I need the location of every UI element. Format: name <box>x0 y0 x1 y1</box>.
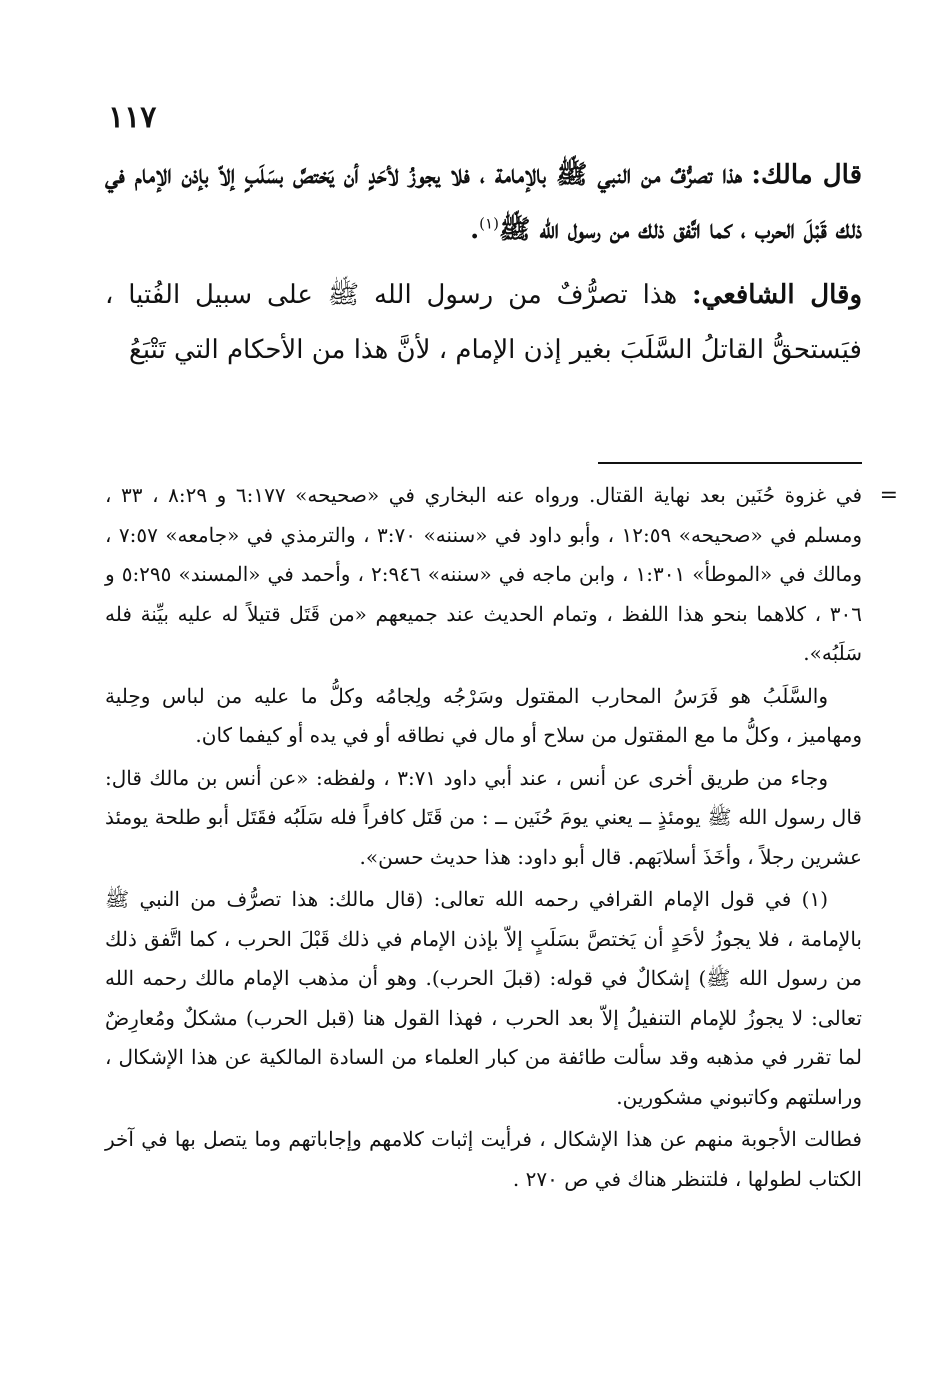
continuation-mark: = <box>879 483 898 508</box>
anas-narration: وجاء من طريق أخرى عن أنس ، عند أبي داود ٣:٧١ ، ولفظه: «عن أنس بن مالك قال: قال رسول الله ﷺ يومئذٍ ــ يعني يومَ حُنَين ــ : من قَتَل كافراً فله سَلَبُه فقَتَل أبو طلحة يومئذ عشرين رجلاً ، وأخَذَ أسلابَهم. قال أبو داود: هذا حديث حسن». <box>105 765 862 869</box>
continuation-text: في غزوة حُنَين بعد نهاية القتال. ورواه عنه البخاري في «صحيحه» ٦:١٧٧ و ٨:٢٩ ، ٣٣ ، ومسلم في «صحيحه» ١٢:٥٩ ، وأبو داود في «سننه» ٣:٧٠ ، والترمذي في «جامعه» ٧:٥٧ ، ومالك في «الموطأ» ١:٣٠١ ، وابن ماجه في «سننه» ٢:٩٤٦ ، وأحمد في «المسند» ٥:٢٩٥ و ٣٠٦ ، كلاهما بنحو هذا اللفظ ، وتمام الحديث عند جميعهم «من قَتَل قتيلاً له عليه بيِّنة فله سَلَبُه». <box>105 483 863 665</box>
main-paragraph-shafii <box>105 268 862 378</box>
main-text <box>105 148 862 378</box>
footnote-ref-1: (١) <box>479 214 499 233</box>
malik-text: هذا تصرُّفٌ من النبي ﷺ بالإمامة ، فلا يجوزُ لأحَدٍ أن يَختصَّ بسَلَبٍ إلاّ بإذن الإمام في ذلك قَبْلَ الحرب ، كما اتَّفق ذلك من رسول الله ﷺ <box>105 160 862 245</box>
malik-end: . <box>470 215 480 245</box>
main-paragraph-malik <box>105 148 862 258</box>
footnote-continuation <box>105 476 898 674</box>
shafii-text: هذا تصرُّفٌ من رسول الله ﷺ على سبيل الفُتيا ، فيَستحقُّ القاتلُ السَّلَبَ بغير إذن الإمام ، لأنَّ هذا من الأحكام التي تَتْبَعُ <box>105 280 862 365</box>
footnote-1-answers: فطالت الأجوبة منهم عن هذا الإشكال ، فرأيت إثبات كلامهم وإجاباتهم وما يتصل بها في آخر الكتاب لطولها ، فلتنظر هناك في ص ٢٧٠ . <box>105 1127 862 1191</box>
malik-lead: قال مالك: <box>751 160 863 190</box>
salab-definition: والسَّلَبُ هو فَرَسُ المحارب المقتول وسَرْجُه ولِجامُه وكلُّ ما عليه من لباس وحِلية ومهاميز ، وكلُّ ما مع المقتول من سلاح أو مال في نطاقه أو في يده أو كيفما كان. <box>105 683 862 747</box>
footnotes <box>105 476 898 1199</box>
shafii-lead: وقال الشافعي: <box>692 280 862 310</box>
footnote-1: (١) في قول الإمام القرافي رحمه الله تعالى: (قال مالك: هذا تصرُّف من النبي ﷺ بالإمامة ، فلا يجوزُ لأحَدٍ أن يَختصَّ بسَلَبٍ إلاّ بإذن الإمام في ذلك قَبْلَ الحرب ، كما اتَّفق ذلك من رسول الله ﷺ) إشكالٌ في قوله: (قبلَ الحرب). وهو أن مذهب الإمام مالك رحمه الله تعالى: لا يجوزُ للإمام التنفيلُ إلاّ بعد الحرب ، فهذا القول هنا (قبل الحرب) مشكلٌ ومُعارِضٌ لما تقرر في مذهبه وقد سألت طائفة من كبار العلماء من السادة المالكية عن هذا الإشكال ، وراسلتهم وكاتبوني مشكورين. <box>105 887 862 1109</box>
footnote-separator <box>598 462 862 464</box>
page-number: ١١٧ <box>108 100 157 135</box>
